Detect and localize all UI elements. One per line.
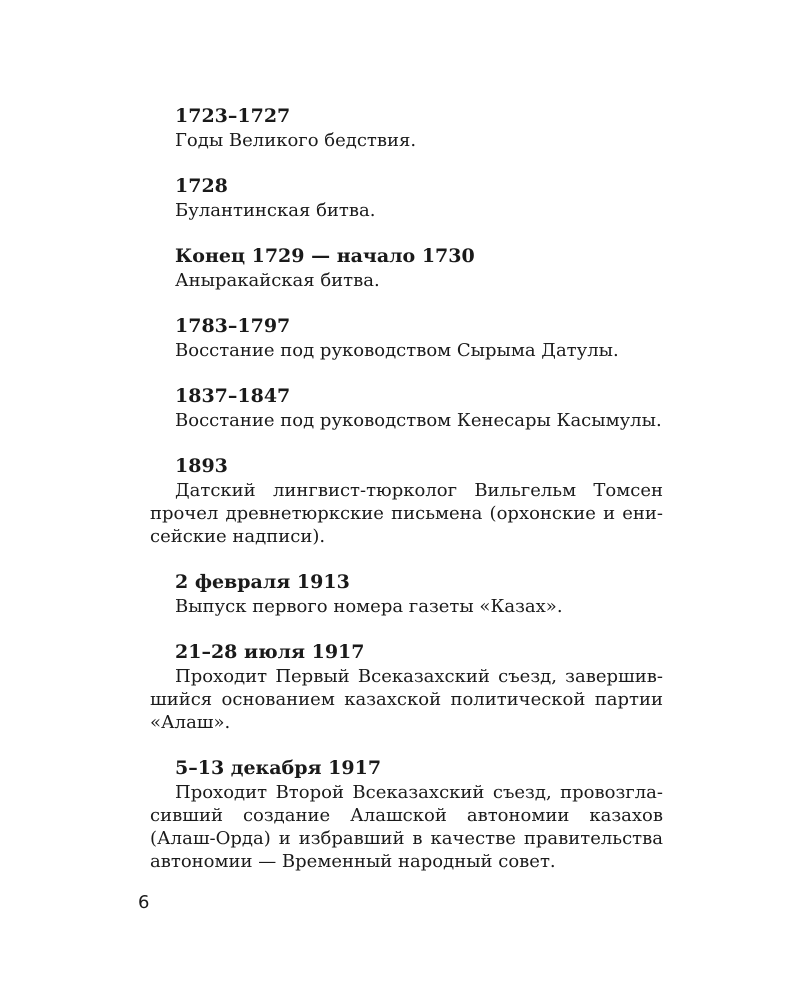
entry-description: Проходит Второй Всеказахский съезд, провозгласивший создание Алашской автономии казахов (Алаш-Орда) и избравший в качестве правительства автономии — Временный народный совет.	[150, 782, 663, 872]
entry-date: 1837–1847	[175, 385, 291, 407]
page-number: 6	[138, 892, 150, 913]
entry-description: Проходит Первый Всеказахский съезд, завершившийся основанием казахской политической партии «Алаш».	[150, 666, 663, 733]
chronology-entry	[0, 756, 800, 873]
entry-description: Аныракайская битва.	[175, 270, 380, 291]
chronology-entry	[0, 174, 800, 222]
entry-date: 1783–1797	[175, 315, 291, 337]
entry-date: 5–13 декабря 1917	[175, 757, 382, 779]
chronology-entry	[0, 104, 800, 152]
entry-description: Восстание под руководством Сырыма Датулы.	[175, 340, 619, 361]
entry-description: Выпуск первого номера газеты «Казах».	[175, 596, 563, 617]
chronology-entry	[0, 640, 800, 734]
chronology-entry	[0, 384, 800, 432]
entry-date: 1723–1727	[175, 105, 291, 127]
entry-description: Булантинская битва.	[175, 200, 376, 221]
entry-date: 1728	[175, 175, 228, 197]
chronology-entry	[0, 454, 800, 548]
entry-date: 2 февраля 1913	[175, 571, 350, 593]
chronology-list	[0, 104, 800, 895]
entry-date: 21–28 июля 1917	[175, 641, 365, 663]
entry-date: 1893	[175, 455, 228, 477]
chronology-entry	[0, 314, 800, 362]
entry-description: Восстание под руководством Кенесары Касымулы.	[175, 410, 662, 431]
chronology-entry	[0, 244, 800, 292]
entry-description: Датский лингвист-тюрколог Вильгельм Томсен прочел древнетюркские письмена (орхонские и енисейские надписи).	[150, 480, 663, 547]
entry-date: Конец 1729 — начало 1730	[175, 245, 475, 267]
chronology-entry	[0, 570, 800, 618]
entry-description: Годы Великого бедствия.	[175, 130, 417, 151]
